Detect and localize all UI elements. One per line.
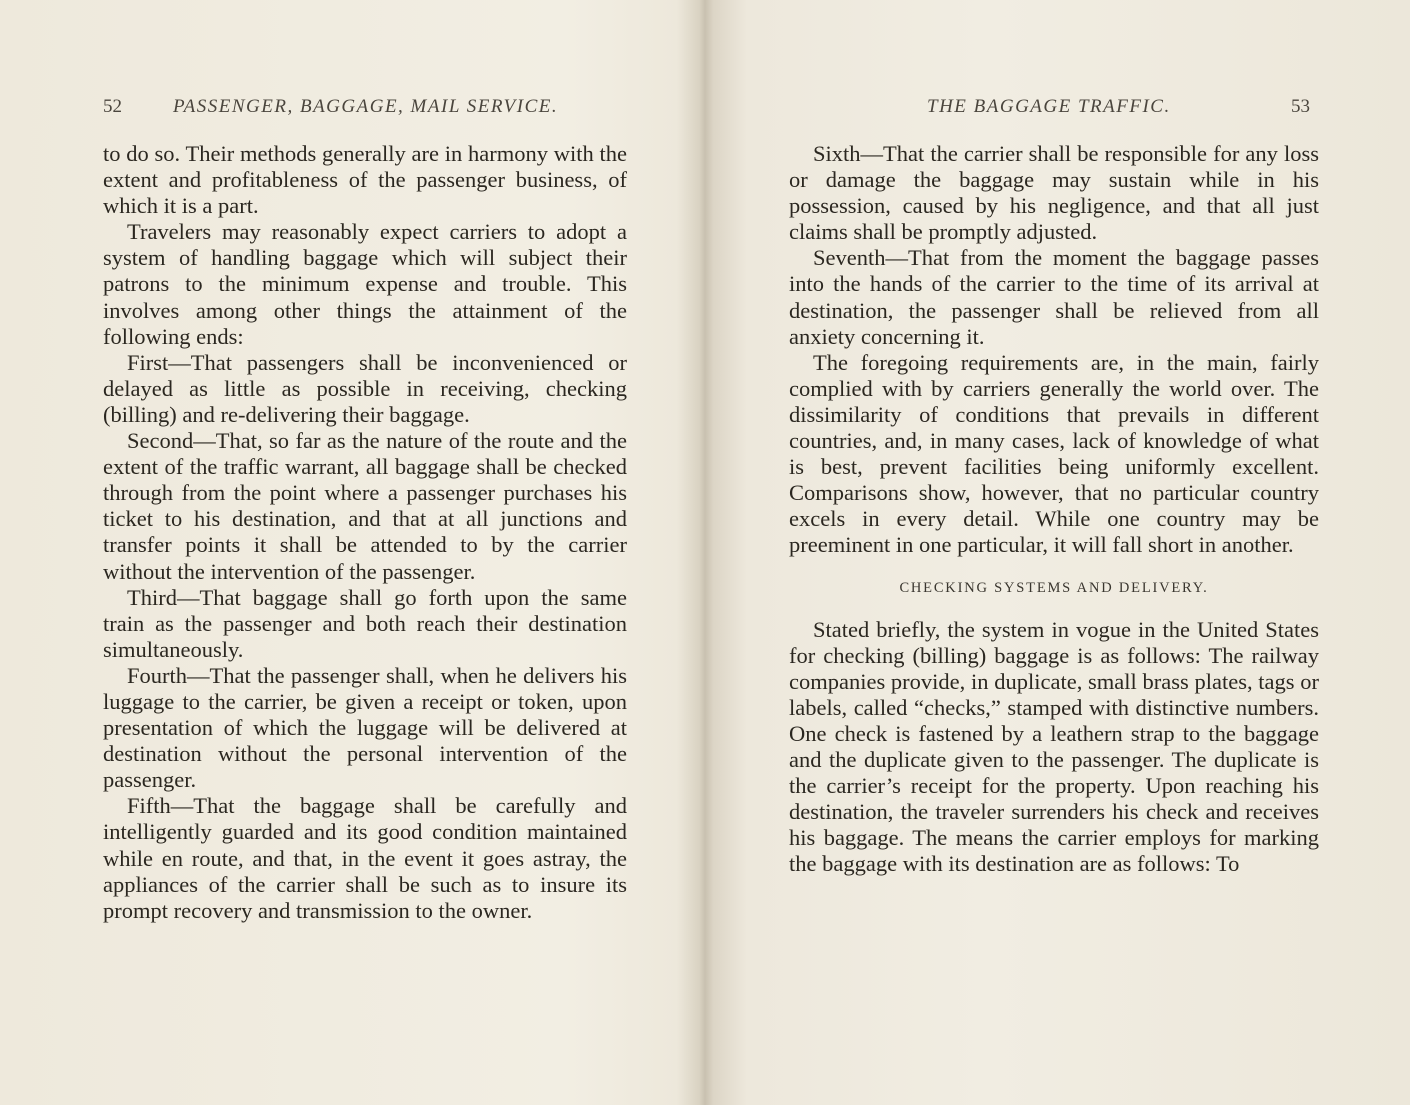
paragraph: Fourth—That the passenger shall, when he delivers his luggage to the carrier, be given a receipt or token, upon presentation of which the luggage will be delivered at destination without the personal intervention of the passenger. [103, 662, 627, 793]
paragraph: First—That passengers shall be inconvenienced or delayed as little as possible in receiving, checking (billing) and re-delivering their baggage. [103, 349, 627, 427]
left-running-head [103, 96, 623, 126]
paragraph: Travelers may reasonably expect carriers to adopt a system of handling baggage which will subject their patrons to the minimum expense and trouble. This involves among other things the attainment of the following ends: [103, 219, 627, 349]
right-page [710, 0, 1410, 1105]
section-heading: CHECKING SYSTEMS AND DELIVERY. [899, 579, 1209, 596]
left-body-text [103, 141, 627, 924]
paragraph: Fifth—That the baggage shall be carefully and intelligently guarded and its good condition maintained while en route, and that, in the event it goes astray, the appliances of the carrier shall be such as to insure its prompt recovery and transmission to the owner. [103, 793, 627, 923]
right-body-text [789, 141, 1319, 878]
right-running-title: THE BAGGAGE TRAFFIC. [927, 96, 1171, 117]
right-running-head [790, 96, 1310, 126]
right-page-number: 53 [1291, 96, 1310, 117]
left-page-number: 52 [103, 96, 122, 117]
paragraph: Second—That, so far as the nature of the route and the extent of the traffic warrant, all baggage shall be checked through from the point where a passenger purchases his ticket to his destination, and that at all junctions and transfer points it shall be attended to by the carrier without the intervention of the passenger. [103, 428, 627, 584]
paragraph: Third—That baggage shall go forth upon the same train as the passenger and both reach their destination simultaneously. [103, 584, 627, 662]
paragraph: Seventh—That from the moment the baggage passes into the hands of the carrier to the time of its arrival at destination, the passenger shall be relieved from all anxiety concerning it. [789, 245, 1319, 349]
paragraph: Stated briefly, the system in vogue in the United States for checking (billing) baggage is as follows: The railway companies provide, in duplicate, small brass plates, tags or labels, called “checks,” stamped with distinctive numbers. One check is fastened by a leathern strap to the baggage and the duplicate given to the passenger. The duplicate is the carrier’s receipt for the property. Upon reaching his destination, the traveler surrenders his check and receives his baggage. The means the carrier employs for marking the baggage with its destination are as follows: To [789, 616, 1319, 877]
paragraph: Sixth—That the carrier shall be responsible for any loss or damage the baggage may sustain while in his possession, caused by his negligence, and that all just claims shall be promptly adjusted. [789, 141, 1319, 245]
left-running-title: PASSENGER, BAGGAGE, MAIL SERVICE. [173, 96, 559, 117]
paragraph: The foregoing requirements are, in the main, fairly complied with by carriers generally the world over. The dissimilarity of conditions that prevails in different countries, and, in many cases, lack of knowledge of what is best, prevent facilities being uniformly excellent. Comparisons show, however, that no particular country excels in every detail. While one country may be preeminent in one particular, it will fall short in another. [789, 349, 1319, 558]
paragraph: to do so. Their methods generally are in harmony with the extent and profitableness of the passenger business, of which it is a part. [103, 141, 627, 219]
left-page [0, 0, 700, 1105]
